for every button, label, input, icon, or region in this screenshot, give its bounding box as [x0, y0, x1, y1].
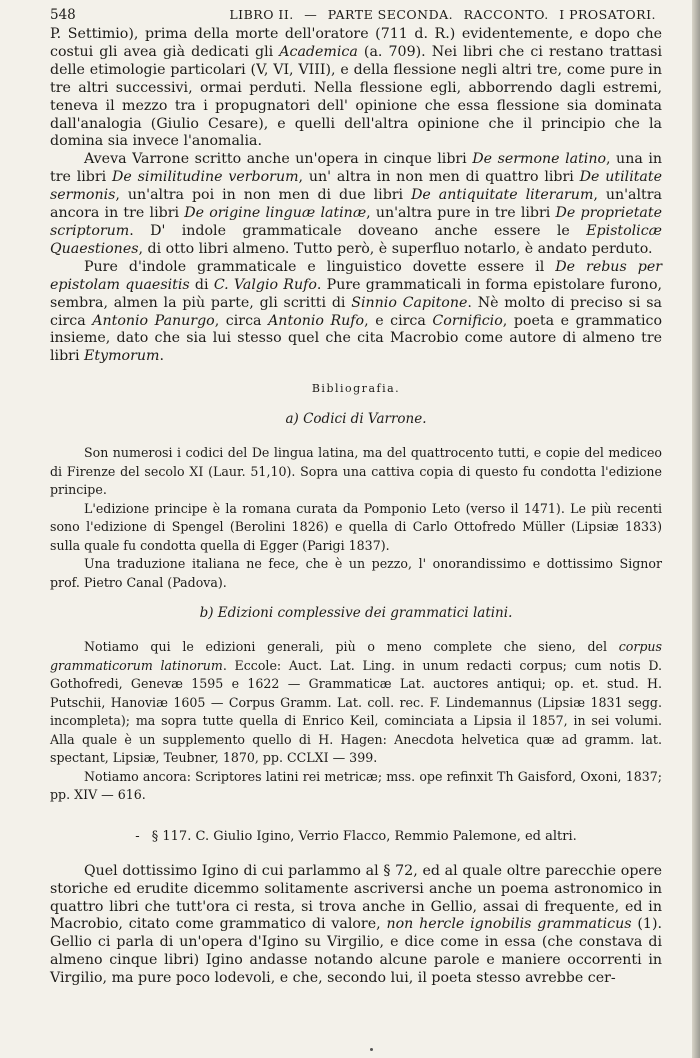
running-title-part: RACCONTO. [463, 7, 549, 22]
italic-title: Academica [279, 43, 358, 60]
bibliography-section-a [50, 444, 662, 592]
text-run: Aveva Varrone scritto anche un'opera in cinque libri [84, 151, 473, 168]
bibliography-subheading-b: b) Edizioni complessive dei grammatici latini. [199, 605, 513, 622]
italic-title: De antiquitate literarum [411, 187, 594, 204]
text-run: (a. 709). Nei libri che ci restano trattasi delle etimologie particolari (V, VI, VIII), e della flessione negli altri tre, come pure in tre altri successivi, ormai perduti. Nella flessione egli, abborrendo dagli estremi, teneva il mezzo tra i propugnatori dell' opinione che essa flessione sia dominata dall'analogia (Giulio Cesare), e quelli dell'altra opinione che il principio che la domina sia invece l'anomalia. [50, 43, 662, 150]
running-title-part: LIBRO II. [229, 7, 294, 22]
italic-title: Cornificio [432, 312, 503, 329]
text-run: . Eccole: Auct. Lat. Ling. in unum redacti corpus; cum notis D. Gothofredi, Genevæ 1595 e 1622 — Grammaticæ Lat. auctores antiqui; op. et. stud. H. Putschii, Hanoviæ 1605 — Corpus Gramm. Lat. coll. rec. F. Lindemannus (Lipsiæ 1831 segg. incompleta); ma sopra tutte quella di Enrico Keil, cominciata a Lipsia il 1857, in sei volumi. Alla quale è un supplemento quello di H. Hagen: Anecdota helvetica quæ ad gramm. lat. spectant, Lipsiæ, Teubner, 1870, pp. CCLXI — 399. [50, 657, 662, 766]
bibliography-section-b [50, 638, 662, 805]
text-run: , una in tre libri [50, 151, 663, 186]
italic-title: C. Valgio Rufo [213, 276, 317, 293]
text-run: , poeta e grammatico insieme, dato che sia lui stesso quel che cita Macrobio come autore di almeno tre libri [50, 312, 662, 365]
text-run: Quel dottissimo Igino di cui parlammo al § 72, ed al quale oltre parecchie opere storiche ed erudite dicemmo solitamente ascriversi anche un poema astronomico in quattro libri che tutt'ora ci resta, si trova anche in Gellio, assai di frequente, ed in Macrobio, citato come grammatico di valore, [50, 862, 662, 933]
italic-title: De similitudine verborum [112, 169, 299, 186]
running-title-part: PARTE SECONDA. [327, 7, 454, 22]
bibliography-entry: Son numerosi i codici del De lingua latina, ma del quattrocento tutti, e copie del mediceo di Firenze del secolo XI (Laur. 51,10). Sopra una cattiva copia di questo fu condotta l'edizione principe. [50, 445, 662, 498]
running-title-part: I PROSATORI. [559, 7, 656, 22]
bibliography-entry [50, 768, 662, 805]
page-mark-dot [370, 1048, 373, 1051]
text-run: , un'altra pure in tre libri [366, 205, 556, 222]
bibliography-entry: Una traduzione italiana ne fece, che è un pezzo, l' onorandissimo e dottissimo Signor prof. Pietro Canal (Padova). [50, 556, 662, 590]
paragraph [50, 863, 662, 988]
text-run: , di otto libri almeno. Tutto però, è superfluo notarlo, è andato perduto. [138, 240, 653, 257]
italic-title: corpus grammaticorum latinorum [50, 639, 662, 673]
italic-title: Epistolicæ Quaestiones [50, 222, 662, 257]
italic-title: Antonio Rufo [268, 312, 365, 329]
text-run: , un'altra ancora in tre libri [50, 187, 662, 222]
italic-title: Sinnio Capitone [351, 294, 468, 311]
italic-title: De origine linguæ latinæ [184, 205, 367, 222]
text-run: , circa [214, 312, 269, 329]
italic-title: De proprietate scriptorum [50, 205, 662, 239]
section-text [50, 863, 662, 988]
section-mark: - [135, 828, 140, 844]
running-title-part: — [304, 7, 318, 22]
italic-title: De utilitate sermonis [50, 169, 662, 204]
page-edge-shadow [692, 0, 700, 1058]
page-header [50, 4, 662, 26]
text-run: , e circa [364, 312, 433, 329]
text-run: . D' indole grammaticale doveano anche essere le [129, 222, 587, 239]
text-run: Pure d'indole grammaticale e linguistico dovette essere il [84, 258, 556, 275]
section-heading [50, 827, 662, 847]
text-run: Notiamo ancora: Scriptores latini rei metricæ; mss. ope refinxit Th Gaisford, Oxoni, 1837; pp. XIV — 616. [50, 768, 662, 803]
paragraph [50, 259, 662, 366]
bibliography-subheading-a: a) Codici di Varrone. [285, 411, 427, 428]
italic-title: De sermone latino [472, 151, 607, 168]
text-run: (1). Gellio ci parla di un'opera d'Igino su Virgilio, e dice come in essa (che constava di almeno cinque libri) Igino andasse notando alcune parole e maniere occorrenti in Virgilio, ma pure poco lodevoli, e che, secondo lui, il poeta stesso avrebbe cer- [50, 916, 662, 987]
text-run: . Pure grammaticali in forma epistolare furono, sembra, almen la più parte, gli scritti di [50, 276, 663, 311]
bibliography-entry [50, 638, 662, 768]
bibliography-heading: Bibliografia. [311, 382, 401, 396]
paragraph [50, 151, 662, 258]
page-number: 548 [50, 7, 76, 23]
book-page [50, 4, 662, 988]
text-run: Notiamo qui le edizioni generali, più o meno complete che sieno, del [84, 639, 619, 655]
paragraph [50, 26, 662, 151]
text-run: . Nè molto di preciso si sa circa [50, 294, 662, 329]
italic-title: Etymorum [84, 348, 160, 365]
text-run: , un' altra in non men di quattro libri [298, 169, 580, 186]
running-title [229, 4, 662, 26]
italic-title: Antonio Panurgo [92, 312, 215, 329]
text-run: P. Settimio), prima della morte dell'oratore (711 d. R.) evidentemente, e dopo che costui gli avea già dedicati gli [50, 26, 662, 60]
section-title: § 117. C. Giulio Igino, Verrio Flacco, Remmio Palemone, ed altri. [151, 828, 577, 844]
text-run: , un'altra poi in non men di due libri [115, 187, 412, 204]
main-text [50, 26, 662, 366]
bibliography-entry: L'edizione principe è la romana curata da Pomponio Leto (verso il 1471). Le più recenti sono l'edizione di Spengel (Berolini 1826) e quella di Carlo Ottofredo Müller (Lipsiæ 1833) sulla quale fu condotta quella di Egger (Parigi 1837). [50, 500, 662, 553]
italic-title: De rebus per epistolam quaesitis [50, 258, 663, 293]
text-run: . [159, 348, 164, 365]
text-run: di [189, 276, 214, 293]
italic-title: non hercle ignobilis grammaticus [386, 916, 632, 933]
